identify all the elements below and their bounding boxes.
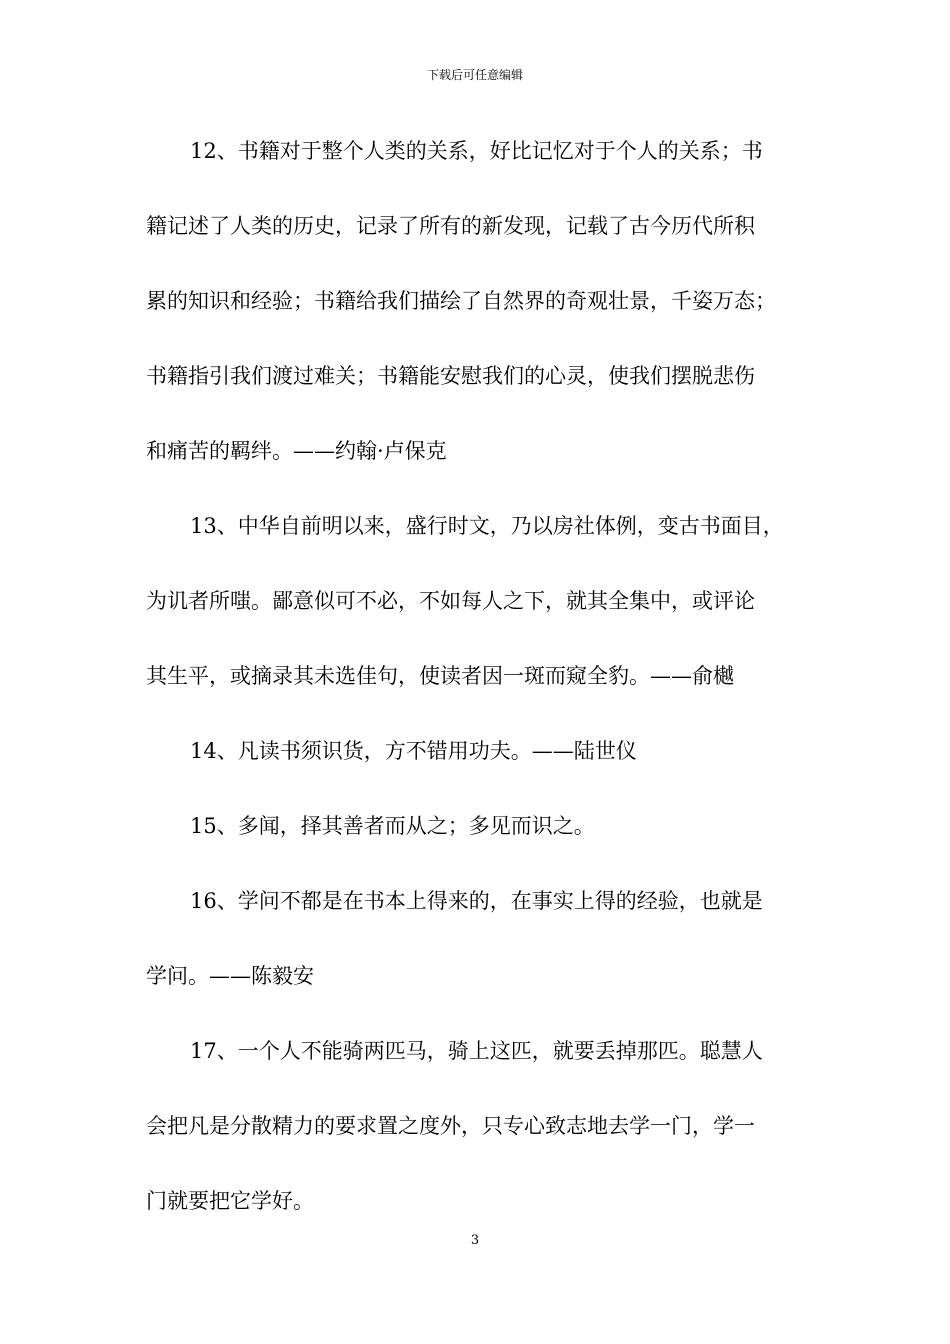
- document-body: [146, 130, 826, 1255]
- text-line: 和痛苦的羁绊。——约翰·卢保克: [146, 439, 447, 463]
- text-line: 14、凡读书须识货，方不错用功夫。——陆世仪: [190, 739, 637, 763]
- quote-paragraph-12: [146, 130, 826, 505]
- text-line: 会把凡是分散精力的要求置之度外，只专心致志地去学一门，学一: [146, 1114, 755, 1138]
- text-line: 学问。——陈毅安: [146, 964, 314, 988]
- quote-paragraph-17: [146, 1030, 826, 1255]
- text-line: 为讥者所嗤。鄙意似可不必，不如每人之下，就其全集中，或评论: [146, 589, 755, 613]
- quote-paragraph-13: [146, 505, 826, 730]
- text-line: 13、中华自前明以来，盛行时文，乃以房社体例，变古书面目，: [190, 514, 784, 538]
- quote-paragraph-14: [146, 730, 826, 805]
- quote-paragraph-16: [146, 880, 826, 1030]
- text-line: 门就要把它学好。: [146, 1189, 314, 1213]
- text-line: 16、学问不都是在书本上得来的，在事实上得的经验，也就是: [190, 889, 763, 913]
- text-line: 累的知识和经验；书籍给我们描绘了自然界的奇观壮景，千姿万态；: [146, 289, 776, 313]
- text-line: 17、一个人不能骑两匹马，骑上这匹，就要丢掉那匹。聪慧人: [190, 1039, 763, 1063]
- text-line: 籍记述了人类的历史，记录了所有的新发现，记载了古今历代所积: [146, 214, 755, 238]
- page-number: 3: [470, 1233, 480, 1248]
- text-line: 12、书籍对于整个人类的关系，好比记忆对于个人的关系；书: [190, 139, 763, 163]
- text-line: 15、多闻，择其善者而从之；多见而识之。: [190, 814, 595, 838]
- page-header: 下载后可任意编辑: [426, 68, 523, 82]
- text-line: 书籍指引我们渡过难关；书籍能安慰我们的心灵，使我们摆脱悲伤: [146, 364, 755, 388]
- text-line: 其生平，或摘录其未选佳句，使读者因一斑而窥全豹。——俞樾: [146, 664, 734, 688]
- quote-paragraph-15: [146, 805, 826, 880]
